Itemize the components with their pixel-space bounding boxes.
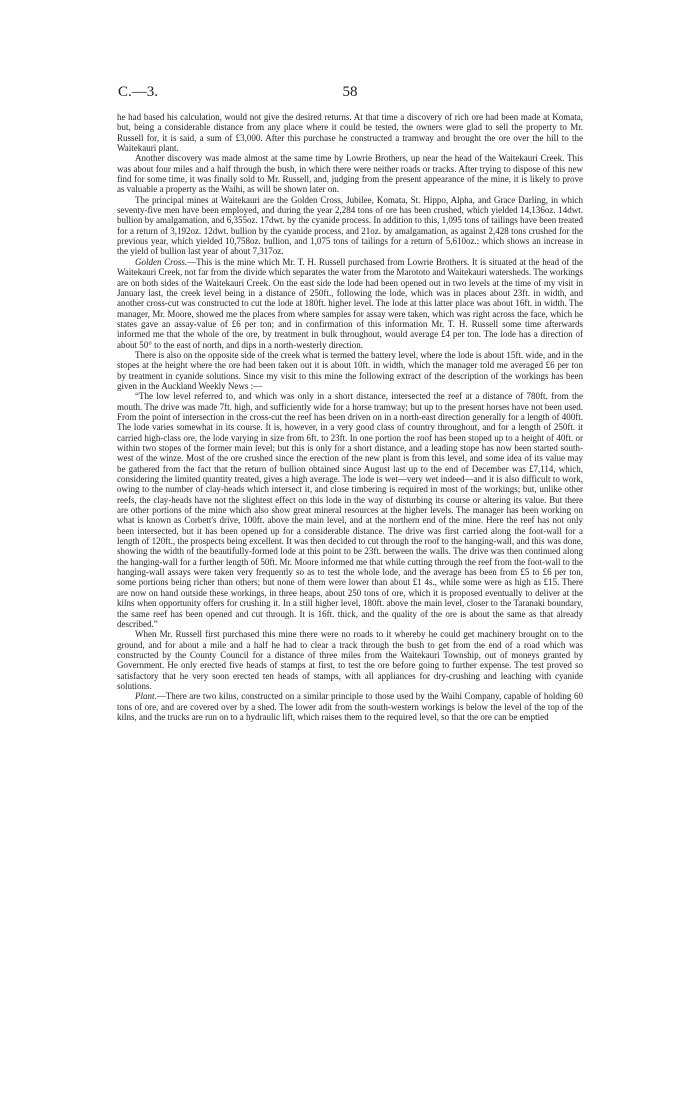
section-heading: Plant.	[135, 691, 157, 702]
paragraph: Plant.—There are two kilns, constructed on a similar principle to those used by the Waihi Company, capable of holding 60 tons of ore, and are covered over by a shed. The lower adit from the south-western workings is below the level of the top of the kilns, and the trucks are run on to a hydraulic lift, which raises them to the required level, so that the ore can be emptied	[117, 691, 583, 722]
paragraph: he had based his calculation, would not give the desired returns. At that time a discovery of rich ore had been made at Komata, but, being a considerable distance from any place where it could be tested, the owners were glad to sell the property to Mr. Russell for, it is said, a sum of £3,000. After this purchase he constructed a tramway and brought the ore over the hill to the Waitekauri plant.	[117, 112, 583, 154]
body-text	[117, 112, 583, 722]
paragraph: When Mr. Russell first purchased this mine there were no roads to it whereby he could get machinery brought on to the ground, and for about a mile and a half he had to clear a track through the bush to get from the end of a road which was constructed by the County Council for a distance of three miles from the Waitekauri Township, out of moneys granted by Government. He only erected five heads of stamps at first, to test the ore before going to further expense. The test proved so satisfactory that he very soon erected ten heads of stamps, with all appliances for dry-crushing and leaching with cyanide solutions.	[117, 629, 583, 691]
section-heading: Golden Cross.	[135, 256, 188, 267]
paragraph: Golden Cross.—This is the mine which Mr. T. H. Russell purchased from Lowrie Brothers. It is situated at the head of the Waitekauri Creek, not far from the divide which separates the water from the Marototo and Waitekauri watersheds. The workings are on both sides of the Waitekauri Creek. On the east side the lode had been opened out in two levels at the time of my visit in January last, the creek level being in a distance of 250ft., following the lode, which was in places about 23ft. in width, and another cross-cut was constructed to cut the lode at 180ft. higher level. The lode at this latter place was about 16ft. in width. The manager, Mr. Moore, showed me the places from where samples for assay were taken, which was right across the face, which he states gave an assay-value of £6 per ton; and in confirmation of this information Mr. T. H. Russell some time afterwards informed me that the whole of the ore, by treatment in bulk throughout, would average £4 per ton. The lode has a direction of about 50° to the east of north, and dips in a north-westerly direction.	[117, 256, 584, 350]
paragraph: There is also on the opposite side of the creek what is termed the battery level, where the lode is about 15ft. wide, and in the stopes at the height where the ore had been taken out it is about 10ft. in width, which the manager told me averaged £6 per ton by treatment in cyanide solutions. Since my visit to this mine the following extract of the description of the workings has been given in the Auckland Weekly News :—	[117, 349, 583, 391]
page-number: 58	[342, 84, 358, 100]
paragraph: The principal mines at Waitekauri are the Golden Cross, Jubilee, Komata, St. Hippo, Alpha, and Grace Darling, in which seventy-five men have been employed, and during the year 2,284 tons of ore has been crushed, which yielded 14,136oz. 14dwt. bullion by amalgamation, and 6,355oz. 17dwt. by the cyanide process. In addition to this, 1,095 tons of tailings have been treated for a return of 3,192oz. 12dwt. bullion by the cyanide process, and 21oz. by amalgamation, as against 2,428 tons crushed for the previous year, which yielded 10,758oz. bullion, and 1,075 tons of tailings for a return of 5,610oz.: which shows an increase in the yield of bullion last year of about 7,317oz.	[117, 194, 583, 257]
document-reference: C.—3.	[118, 84, 159, 100]
quoted-paragraph: “The low level referred to, and which was only in a short distance, intersected the reef at a distance of 780ft. from the mouth. The drive was made 7ft. high, and sufficiently wide for a horse tramway; but up to the present horses have not been used. From the point of intersection in the cross-cut the reef has been driven on in a north-east direction generally for a length of 400ft. The lode varies somewhat in its course. It is, however, in a very good class of country throughout, and for a length of 250ft. it carried high-class ore, the lode varying in size from 6ft. to 23ft. In one portion the roof has been stoped up to a height of 40ft. or within two stopes of the former main level; but this is only for a short distance, and a leading stope has now been started south-west of the winze. Most of the ore crushed since the erection of the new plant is from this level, and some idea of its value may be gathered from the fact that the return of bullion obtained since August last up to the end of December was £7,114, which, considering the limited quantity treated, gives a high average. The lode is wet—very wet indeed—and it is also difficult to work, owing to the number of clay-heads which intersect it, and close timbering is required in most of the workings; but, unlike other reefs, the clay-heads have not the slightest effect on this lode in the way of disturbing its course or altering its value. But there are other portions of the mine which also show great mineral resources at the higher levels. The manager has been working on what is known as Corbett's drive, 100ft. above the main level, and at the northern end of the mine. Here the reef has not only been intersected, but it has been opened up for a considerable distance. The drive was first carried along the foot-wall for a length of 120ft., the prospects being excellent. It was then decided to cut through the roof to the hanging-wall, and this was done, showing the width of the beautifully-formed lode at this point to be 23ft. between the walls. The drive was then continued along the hanging-wall for a further length of 50ft. Mr. Moore informed me that while cutting through the reef from the foot-wall to the hanging-wall assays were taken very frequently so as to test the whole lode, and the average has been from £5 to £6 per ton, some portions being richer than others; but none of them were lower than about £1 4s., while some were as high as £15. There are now on hand outside these workings, in three heaps, about 250 tons of ore, which it is proposed eventually to deliver at the kilns when opportunity offers for crushing it. In a still higher level, 180ft. above the main level, closer to the Taranaki boundary, the same reef has been opened and cut through. It is 16ft. thick, and the quality of the ore is about the same as that already described.”	[117, 391, 583, 629]
page-header	[118, 84, 582, 104]
paragraph: Another discovery was made almost at the same time by Lowrie Brothers, up near the head of the Waitekauri Creek. This was about four miles and a half through the bush, in which there were neither roads or tracks. After trying to dispose of this new find for some time, it was finally sold to Mr. Russell, and, judging from the present appearance of the mine, it is likely to prove as valuable a property as the Waihi, as will be shown later on.	[117, 153, 583, 195]
